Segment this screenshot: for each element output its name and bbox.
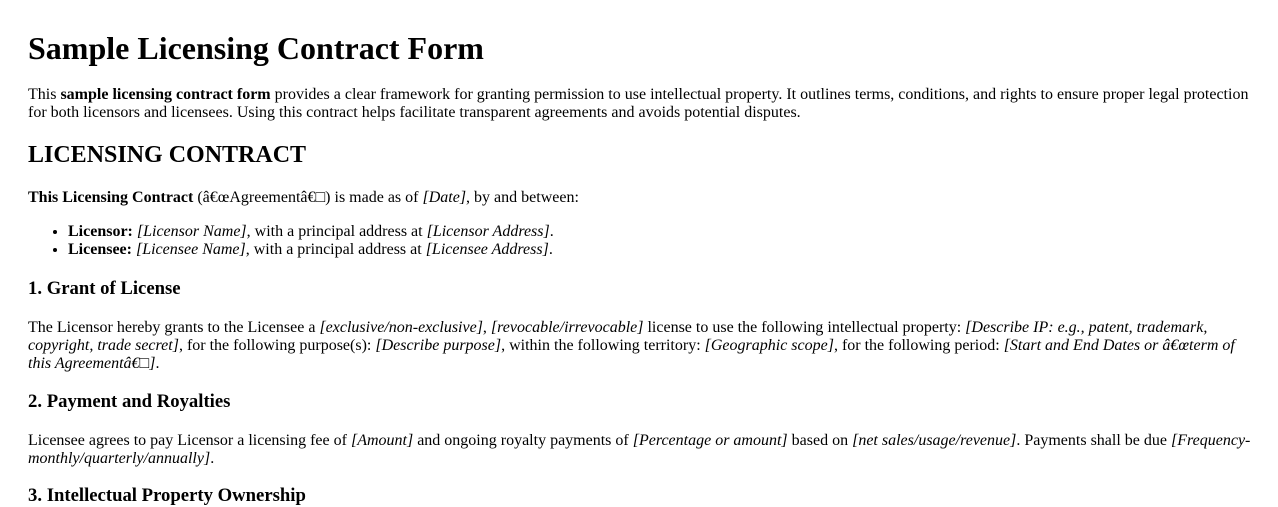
section-heading-grant: 1. Grant of License: [28, 278, 181, 299]
section-heading-payment: 2. Payment and Royalties: [28, 391, 231, 412]
section-payment-text: Licensee agrees to pay Licensor a licensing fee of [Amount] and ongoing royalty payments of [Percentage or amount] based on [net sales/usage/revenue]. Payments shall be due [Frequency-monthly/quarterly/annually].: [28, 432, 1251, 467]
section-heading-ownership: 3. Intellectual Property Ownership: [28, 485, 306, 506]
list-item: • Licensor: [Licensor Name], with a principal address at [Licensor Address].: [68, 223, 1252, 241]
intro-paragraph: This sample licensing contract form provides a clear framework for granting permission to use intellectual property. It outlines terms, conditions, and rights to ensure proper legal protection for both licensors and licensees. Using this contract helps facilitate transparent agreements and avoids potential disputes.: [28, 86, 1249, 121]
intro-bold: sample licensing contract form: [60, 86, 271, 103]
preamble: This Licensing Contract (â€œAgreementâ€□) is made as of [Date], by and between:: [28, 189, 579, 206]
contract-heading: LICENSING CONTRACT: [28, 142, 307, 168]
date-placeholder: [Date]: [422, 189, 467, 206]
section-grant-text: The Licensor hereby grants to the Licensee a [exclusive/non-exclusive], [revocable/irrevocable] license to use the following intellectual property: [Describe IP: e.g., patent, trademark, copyright, trade secret], for the following purpose(s): [Describe purpose], within the following territory: [Geographic scope], for the following period: [Start and End Dates or â€œterm of this Agreementâ€□].: [28, 319, 1235, 372]
page-title: Sample Licensing Contract Form: [28, 30, 484, 66]
list-item: • Licensee: [Licensee Name], with a principal address at [Licensee Address].: [68, 241, 1252, 259]
parties-list: [28, 223, 1252, 259]
